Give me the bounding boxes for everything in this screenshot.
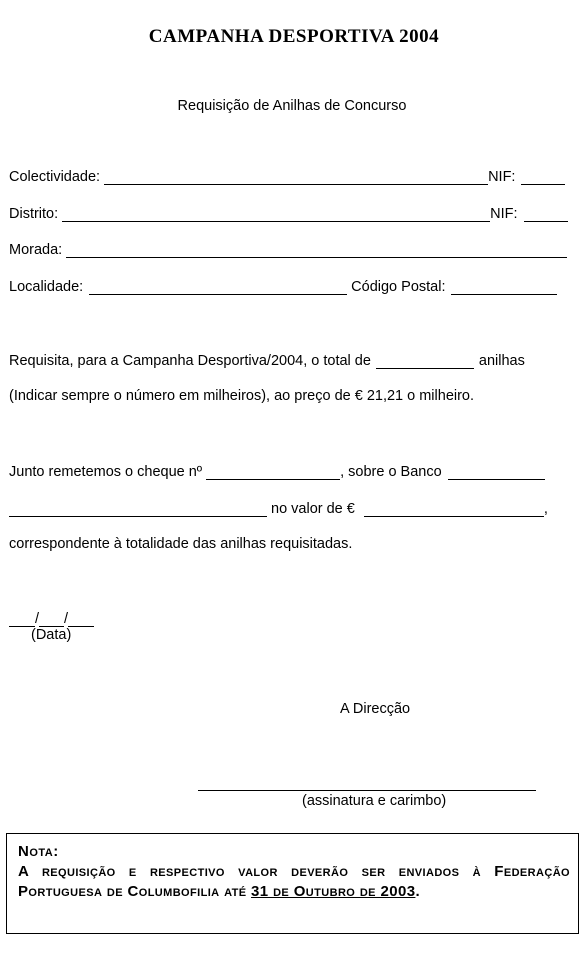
- cheque-label: Junto remetemos o cheque nº: [9, 464, 203, 480]
- payment-line-2: [9, 499, 548, 517]
- distrito-row: [9, 204, 568, 222]
- date-day-field[interactable]: [9, 612, 35, 627]
- bank-field-continued[interactable]: [9, 502, 267, 517]
- codigo-postal-field[interactable]: [451, 280, 557, 295]
- morada-field[interactable]: [66, 243, 567, 258]
- note-deadline: 31 de Outubro de 2003: [251, 883, 416, 900]
- codigo-postal-label: Código Postal:: [351, 279, 446, 295]
- date-label: (Data): [31, 627, 72, 643]
- request-text-suffix: anilhas: [478, 353, 525, 369]
- distrito-label: Distrito:: [9, 206, 59, 222]
- nif-field-2[interactable]: [524, 207, 568, 222]
- nif-field-1[interactable]: [521, 170, 565, 185]
- colectividade-field[interactable]: [104, 170, 488, 185]
- nif-label-2: NIF:: [490, 206, 518, 222]
- bank-field[interactable]: [448, 465, 545, 480]
- localidade-label: Localidade:: [9, 279, 84, 295]
- localidade-row: [9, 277, 557, 295]
- colectividade-label: Colectividade:: [9, 169, 101, 185]
- request-text-prefix: Requisita, para a Campanha Desportiva/2004, o total de: [9, 353, 371, 369]
- note-text: A requisição e respectivo valor deverão ser enviados à Federação Portuguesa de Columbofilia até: [18, 863, 570, 900]
- payment-line-1: [9, 462, 545, 480]
- request-line-2: (Indicar sempre o número em milheiros), ao preço de € 21,21 o milheiro.: [9, 388, 475, 404]
- payment-line-3: correspondente à totalidade das anilhas requisitadas.: [9, 536, 353, 552]
- amount-label: no valor de €: [271, 501, 355, 517]
- morada-label: Morada:: [9, 242, 63, 258]
- page-title: CAMPANHA DESPORTIVA 2004: [148, 26, 440, 47]
- date-month-field[interactable]: [39, 612, 64, 627]
- quantity-field[interactable]: [376, 354, 474, 369]
- request-line-1: [9, 351, 525, 369]
- note-text-end: .: [415, 883, 421, 900]
- localidade-field[interactable]: [89, 280, 347, 295]
- signature-caption: (assinatura e carimbo): [302, 793, 447, 809]
- note-body: [18, 862, 570, 902]
- amount-field[interactable]: [364, 502, 544, 517]
- note-box: [6, 833, 579, 934]
- date-slash-1: /: [35, 611, 40, 627]
- date-year-field[interactable]: [68, 612, 94, 627]
- colectividade-row: [9, 167, 565, 185]
- bank-label: , sobre o Banco: [340, 464, 442, 480]
- note-title: Nota:: [18, 843, 59, 860]
- signature-line[interactable]: [198, 790, 536, 791]
- nif-label-1: NIF:: [488, 169, 516, 185]
- form-subtitle: Requisição de Anilhas de Concurso: [177, 98, 407, 114]
- direction-heading: A Direcção: [340, 701, 411, 717]
- cheque-number-field[interactable]: [206, 465, 340, 480]
- distrito-field[interactable]: [62, 207, 490, 222]
- date-row: [9, 609, 94, 627]
- morada-row: [9, 240, 567, 258]
- amount-comma: ,: [543, 501, 548, 517]
- date-slash-2: /: [64, 611, 69, 627]
